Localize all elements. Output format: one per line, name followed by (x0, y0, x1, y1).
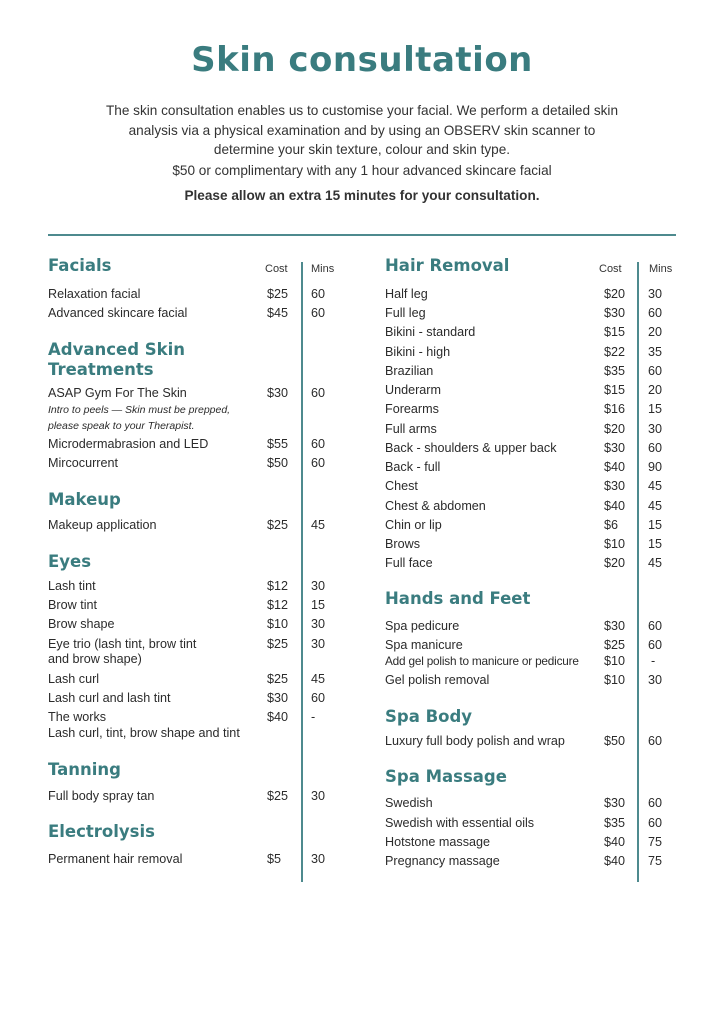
header-divider (48, 234, 676, 236)
service-mins: 30 (648, 422, 663, 436)
service-name: Lash curl and lash tint (48, 691, 171, 705)
service-mins: 30 (648, 287, 663, 301)
service-mins: 60 (648, 441, 663, 455)
page-title: Skin consultation (191, 40, 533, 80)
section-title-hands-and-feet: Hands and Feet (385, 589, 531, 608)
service-name: Swedish with essential oils (385, 816, 535, 830)
service-cost: $15 (604, 325, 626, 339)
service-mins: 60 (311, 287, 326, 301)
service-mins: 30 (648, 673, 663, 687)
service-cost: $55 (267, 437, 289, 451)
service-mins: 30 (311, 637, 326, 651)
service-cost: $30 (604, 306, 626, 320)
service-name: Full arms (385, 422, 437, 436)
service-mins: 30 (311, 852, 326, 866)
section-title-advanced-skin-2: Treatments (48, 360, 154, 379)
service-name: Spa manicure (385, 638, 463, 652)
right-column-divider (637, 262, 639, 882)
service-mins: - (651, 654, 656, 668)
service-mins: 90 (648, 460, 663, 474)
service-cost: $40 (604, 835, 626, 849)
service-mins: 75 (648, 854, 663, 868)
service-mins: 30 (311, 579, 326, 593)
service-cost: $30 (604, 796, 626, 810)
service-name: Makeup application (48, 518, 157, 532)
service-name-line2: Lash curl, tint, brow shape and tint (48, 726, 240, 740)
service-name: Advanced skincare facial (48, 306, 188, 320)
service-cost: $10 (604, 537, 626, 551)
service-mins: 60 (311, 386, 326, 400)
section-title-makeup: Makeup (48, 490, 121, 509)
section-title-eyes: Eyes (48, 552, 92, 571)
service-name: Brows (385, 537, 420, 551)
service-name: Back - full (385, 460, 441, 474)
service-name: Eye trio (lash tint, brow tint (48, 637, 197, 651)
service-cost: $20 (604, 287, 626, 301)
section-title-tanning: Tanning (48, 760, 121, 779)
service-cost: $25 (267, 518, 289, 532)
service-mins: 60 (648, 796, 663, 810)
service-mins: 45 (311, 672, 326, 686)
service-name: Luxury full body polish and wrap (385, 734, 565, 748)
service-name: Chest (385, 479, 418, 493)
service-mins: 30 (311, 789, 326, 803)
service-name: Lash tint (48, 579, 96, 593)
service-mins: 60 (648, 734, 663, 748)
service-mins: 45 (311, 518, 326, 532)
service-cost: $20 (604, 556, 626, 570)
service-mins: 60 (648, 364, 663, 378)
service-cost: $25 (604, 638, 626, 652)
section-title-advanced-skin-1: Advanced Skin (48, 340, 186, 359)
service-cost: $40 (267, 710, 289, 724)
service-cost: $10 (604, 673, 626, 687)
service-cost: $45 (267, 306, 289, 320)
service-name: Permanent hair removal (48, 852, 183, 866)
service-note: Intro to peels — Skin must be prepped, (48, 404, 231, 416)
intro-text: The skin consultation enables us to customise your facial. We perform a detailed skin analysis via a physical examination and by using an OBSERV skin scanner to determine your skin texture, colour and skin type. (105, 103, 619, 157)
service-name: Hotstone massage (385, 835, 491, 849)
service-cost: $40 (604, 460, 626, 474)
section-title-hair-removal: Hair Removal (385, 256, 510, 275)
service-cost: $35 (604, 816, 626, 830)
service-cost: $15 (604, 383, 626, 397)
service-cost: $12 (267, 579, 289, 593)
allow-time-note: Please allow an extra 15 minutes for your consultation. (184, 188, 540, 203)
service-name: Full face (385, 556, 433, 570)
service-cost: $20 (604, 422, 626, 436)
service-name: Back - shoulders & upper back (385, 441, 557, 455)
service-cost: $25 (267, 672, 289, 686)
service-mins: 15 (648, 402, 663, 416)
service-mins: 15 (311, 598, 326, 612)
service-name-line2: and brow shape) (48, 652, 142, 666)
service-cost: $22 (604, 345, 626, 359)
section-title-facials: Facials (48, 256, 112, 275)
service-mins: 60 (648, 638, 663, 652)
service-mins: 60 (311, 456, 326, 470)
service-cost: $16 (604, 402, 626, 416)
service-name: Brazilian (385, 364, 434, 378)
service-name: Swedish (385, 796, 433, 810)
service-name: Full body spray tan (48, 789, 155, 803)
service-cost: $25 (267, 637, 289, 651)
service-cost: $30 (267, 386, 289, 400)
service-cost: $50 (604, 734, 626, 748)
service-cost: $6 (604, 518, 619, 532)
service-mins: 60 (648, 619, 663, 633)
service-cost: $5 (267, 852, 282, 866)
service-cost: $40 (604, 499, 626, 513)
service-mins: 15 (648, 518, 663, 532)
service-name: Half leg (385, 287, 428, 301)
service-mins: 45 (648, 499, 663, 513)
service-cost: $25 (267, 287, 289, 301)
service-cost: $10 (267, 617, 289, 631)
service-cost: $30 (267, 691, 289, 705)
service-cost: $30 (604, 619, 626, 633)
service-name: ASAP Gym For The Skin (48, 386, 187, 400)
service-mins: 75 (648, 835, 663, 849)
left-mins-header: Mins (311, 263, 335, 275)
service-mins: 60 (311, 306, 326, 320)
service-mins: 60 (648, 816, 663, 830)
consultation-price: $50 or complimentary with any 1 hour advanced skincare facial (172, 163, 552, 178)
service-cost: $30 (604, 441, 626, 455)
service-mins: 45 (648, 479, 663, 493)
service-cost: $25 (267, 789, 289, 803)
service-cost: $50 (267, 456, 289, 470)
service-mins: 60 (311, 691, 326, 705)
service-name: Gel polish removal (385, 673, 490, 687)
section-title-spa-body: Spa Body (385, 707, 473, 726)
service-name: The works (48, 710, 107, 724)
service-mins: 30 (311, 617, 326, 631)
service-mins: 45 (648, 556, 663, 570)
left-column-divider (301, 262, 303, 882)
service-mins: 20 (648, 325, 663, 339)
section-title-spa-massage: Spa Massage (385, 767, 507, 786)
service-name: Forearms (385, 402, 439, 416)
service-name: Mircocurrent (48, 456, 118, 470)
service-cost: $10 (604, 654, 626, 668)
right-mins-header: Mins (649, 263, 673, 275)
service-mins: 20 (648, 383, 663, 397)
service-note: please speak to your Therapist. (48, 420, 195, 432)
service-name: Chest & abdomen (385, 499, 486, 513)
service-name: Pregnancy massage (385, 854, 500, 868)
service-cost: $30 (604, 479, 626, 493)
service-name: Bikini - high (385, 345, 451, 359)
service-cost: $12 (267, 598, 289, 612)
service-name: Spa pedicure (385, 619, 460, 633)
service-cost: $35 (604, 364, 626, 378)
service-mins: 15 (648, 537, 663, 551)
service-name: Underarm (385, 383, 441, 397)
service-name: Full leg (385, 306, 426, 320)
service-name: Chin or lip (385, 518, 442, 532)
service-name: Relaxation facial (48, 287, 141, 301)
service-name: Brow tint (48, 598, 97, 612)
service-name: Add gel polish to manicure or pedicure (385, 654, 579, 668)
right-cost-header: Cost (599, 263, 622, 275)
service-name: Brow shape (48, 617, 115, 631)
service-name: Bikini - standard (385, 325, 476, 339)
service-mins: - (311, 710, 316, 724)
left-cost-header: Cost (265, 263, 288, 275)
service-mins: 60 (648, 306, 663, 320)
service-name: Lash curl (48, 672, 100, 686)
service-mins: 60 (311, 437, 326, 451)
service-cost: $40 (604, 854, 626, 868)
service-mins: 35 (648, 345, 663, 359)
service-name: Microdermabrasion and LED (48, 437, 209, 451)
section-title-electrolysis: Electrolysis (48, 822, 155, 841)
